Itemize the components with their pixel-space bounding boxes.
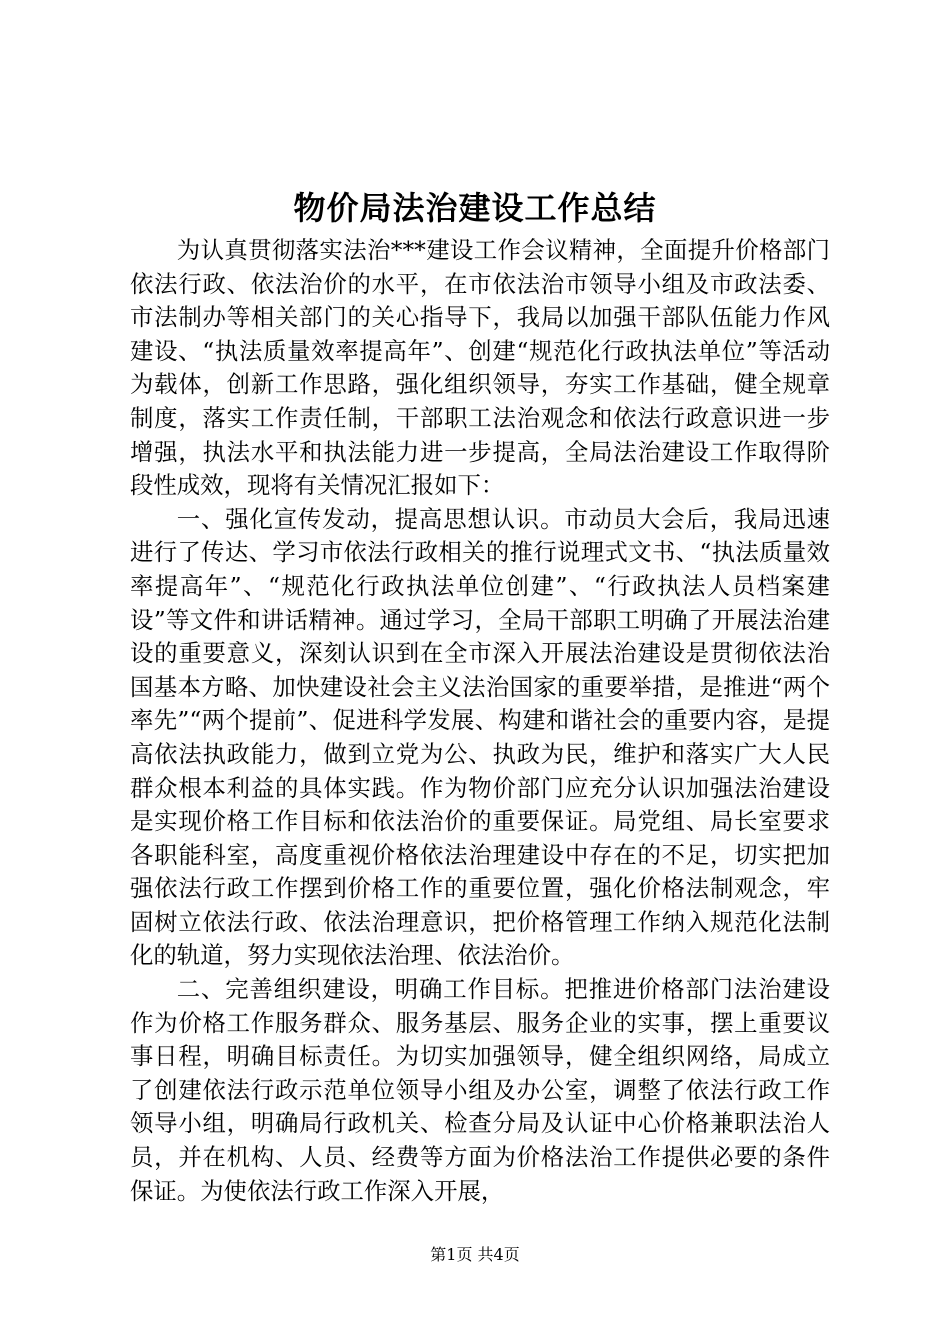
- paragraph-intro: 为认真贯彻落实法治***建设工作会议精神，全面提升价格部门依法行政、依法治价的水平，在市依法治市领导小组及市政法委、市法制办等相关部门的关心指导下，我局以加强干部队伍能力作风建设、“执法质量效率提高年”、创建“规范化行政执法单位”等活动为载体，创新工作思路，强化组织领导，夯实工作基础，健全规章制度，落实工作责任制，干部职工法治观念和依法行政意识进一步增强，执法水平和执法能力进一步提高，全局法治建设工作取得阶段性成效，现将有关情况汇报如下：: [130, 236, 830, 500]
- document-body: [130, 234, 830, 1208]
- paragraph-section-2: 二、完善组织建设，明确工作目标。把推进价格部门法治建设作为价格工作服务群众、服务基层、服务企业的实事，摆上重要议事日程，明确目标责任。为切实加强领导，健全组织网络，局成立了创建依法行政示范单位领导小组及办公室，调整了依法行政工作领导小组，明确局行政机关、检查分局及认证中心价格兼职法治人员，并在机构、人员、经费等方面为价格法治工作提供必要的条件保证。为使依法行政工作深入开展，: [130, 975, 830, 1205]
- document-title: 物价局法治建设工作总结: [293, 189, 657, 227]
- paragraph-section-1: 一、强化宣传发动，提高思想认识。市动员大会后，我局迅速进行了传达、学习市依法行政相关的推行说理式文书、“执法质量效率提高年”、“规范化行政执法单位创建”、“行政执法人员档案建设”等文件和讲话精神。通过学习，全局干部职工明确了开展法治建设的重要意义，深刻认识到在全市深入开展法治建设是贯彻依法治国基本方略、加快建设社会主义法治国家的重要举措，是推进“两个率先”“两个提前”、促进科学发展、构建和谐社会的重要内容，是提高依法执政能力，做到立党为公、执政为民，维护和落实广大人民群众根本利益的具体实践。作为物价部门应充分认识加强法治建设是实现价格工作目标和依法治价的重要保证。局党组、局长室要求各职能科室，高度重视价格依法治理建设中存在的不足，切实把加强依法行政工作摆到价格工作的重要位置，强化价格法制观念，牢固树立依法行政、依法治理意识，把价格管理工作纳入规范化法制化的轨道，努力实现依法治理、依法治价。: [130, 504, 830, 970]
- page-number-footer: 第1页 共4页: [430, 1245, 520, 1264]
